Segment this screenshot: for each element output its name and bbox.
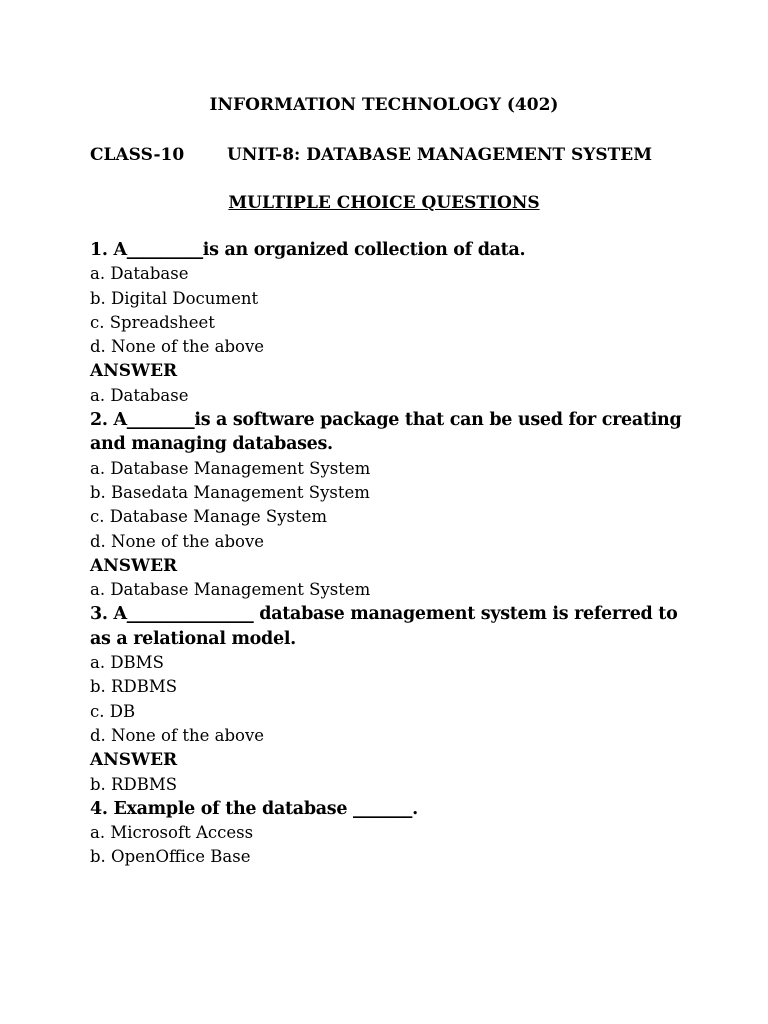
question-4-option-a: a. Microsoft Access	[90, 823, 254, 843]
question-2-option-d: d. None of the above	[90, 531, 265, 551]
questions-list	[90, 238, 690, 870]
question-1-option-d: d. None of the above	[90, 337, 265, 357]
document-title: INFORMATION TECHNOLOGY (402)	[209, 95, 559, 115]
question-2-text-line-1: 2. A________is a software package that can be used for creating	[90, 410, 682, 431]
question-1-answer: a. Database	[90, 385, 189, 405]
question-2-answer-label: ANSWER	[90, 555, 178, 576]
question-3-option-d: d. None of the above	[90, 725, 265, 745]
question-3-option-c: c. DB	[90, 701, 136, 721]
question-1-option-b: b. Digital Document	[90, 288, 259, 308]
question-1-text: 1. A_________is an organized collection of data.	[90, 240, 526, 260]
question-2-answer: a. Database Management System	[90, 580, 371, 600]
question-3-text-line-1: 3. A_______________ database management system is referred to	[90, 604, 678, 625]
question-3-option-b: b. RDBMS	[90, 677, 178, 697]
question-3-option-a: a. DBMS	[90, 653, 164, 673]
question-1-option-c: c. Spreadsheet	[90, 312, 215, 332]
question-4-text: 4. Example of the database _______.	[90, 798, 418, 819]
question-4-option-b: b. OpenOffice Base	[90, 847, 251, 867]
question-2-option-a: a. Database Management System	[90, 458, 371, 478]
class-unit-line	[90, 143, 653, 167]
question-3-text-line-2: as a relational model.	[90, 628, 296, 649]
question-2-text-line-2: and managing databases.	[90, 434, 333, 455]
question-2-option-b: b. Basedata Management System	[90, 482, 370, 502]
question-2-option-c: c. Database Manage System	[90, 507, 328, 527]
question-3-answer-label: ANSWER	[90, 750, 178, 771]
question-1-answer-label: ANSWER	[90, 361, 178, 382]
section-title: MULTIPLE CHOICE QUESTIONS	[228, 193, 540, 213]
unit-label: UNIT-8: DATABASE MANAGEMENT SYSTEM	[227, 145, 653, 165]
question-3-answer: b. RDBMS	[90, 774, 178, 794]
question-1-option-a: a. Database	[90, 264, 189, 284]
class-label: CLASS-10	[90, 145, 185, 165]
